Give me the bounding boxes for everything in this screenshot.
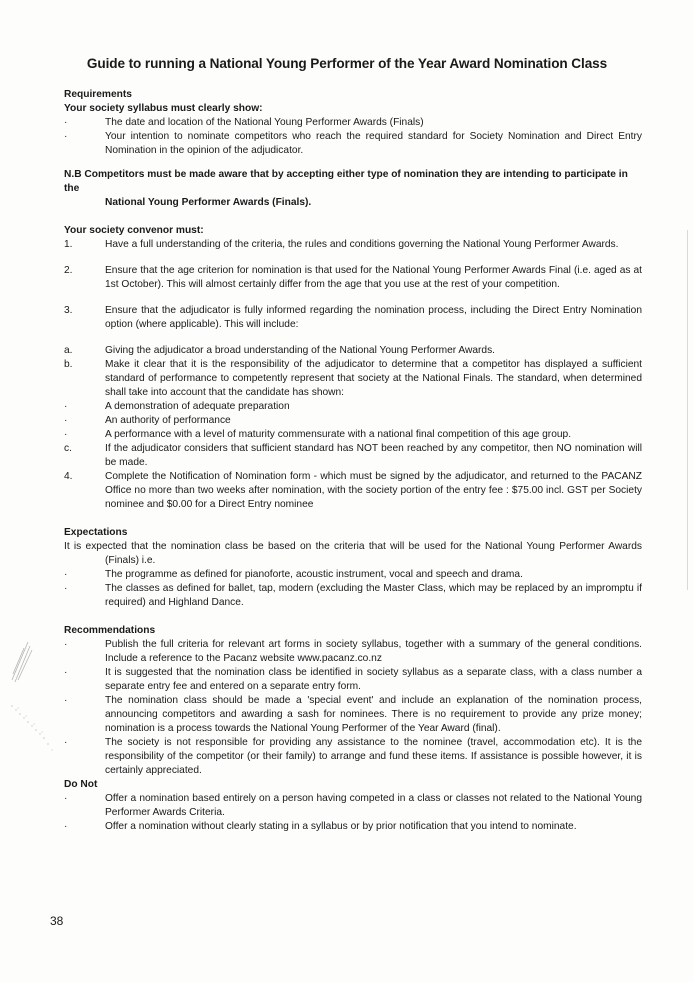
scan-speckle-icon [6,700,66,770]
list-item [64,470,642,512]
expectations-heading: Expectations [64,527,128,538]
item-text: If the adjudicator considers that sufficient standard has NOT been reached by any competitor, then NO nomination will be made. [105,443,642,468]
list-item [64,358,642,400]
list-item [64,638,642,666]
list-item [64,130,642,158]
item-text: A demonstration of adequate preparation [105,401,290,412]
nb-line-1: N.B Competitors must be made aware that by accepting either type of nomination they are intending to participate in the [64,169,628,194]
document-body [64,88,642,834]
requirement-text: Your intention to nominate competitors who reach the required standard for Society Nomination and Direct Entry Nomination in the opinion of the adjudicator. [105,131,642,156]
bullet-marker: · [64,793,68,804]
requirements-subheading: Your society syllabus must clearly show: [64,103,263,114]
list-item [64,694,642,736]
bullet-marker: · [64,821,68,832]
item-text: The programme as defined for pianoforte, acoustic instrument, vocal and speech and drama. [105,569,523,580]
list-item [64,792,642,820]
list-item [64,344,642,358]
list-item [64,400,642,414]
list-item [64,820,642,834]
item-letter: c. [64,443,72,454]
item-text: Giving the adjudicator a broad understanding of the National Young Performer Awards. [105,345,496,356]
item-text: The classes as defined for ballet, tap, modern (excluding the Master Class, which may be replaced by an impromptu if required) and Highland Dance. [105,583,642,608]
list-item [64,414,642,428]
list-item [64,264,642,292]
list-item [64,582,642,610]
item-text: Complete the Notification of Nomination form - which must be signed by the adjudicator, and returned to the PACANZ Office no more than two weeks after nomination, with the society portion of the entry fee : $75.00 incl. GST per Society nominee and $0.00 for a Direct Entry nominee [105,471,642,510]
item-text: The society is not responsible for providing any assistance to the nominee (travel, accommodation etc). It is the responsibility of the competitor (or their family) to arrange and fund these items. If assistance is possible however, it is certainly appreciated. [105,737,642,776]
bullet-marker: · [64,695,68,706]
list-item [64,238,642,252]
bullet-marker: · [64,583,68,594]
nb-line-2: National Young Performer Awards (Finals). [105,197,312,208]
item-text: Offer a nomination based entirely on a person having competed in a class or classes not related to the National Young Performer Awards Criteria. [105,793,642,818]
item-text: Ensure that the adjudicator is fully informed regarding the nomination process, including the Direct Entry Nomination option (where applicable). This will include: [105,305,642,330]
bullet-marker: · [64,131,68,142]
scan-speckle-icon [8,630,36,690]
list-item [64,304,642,332]
do-not-heading: Do Not [64,779,98,790]
list-item [64,568,642,582]
item-text: A performance with a level of maturity commensurate with a national final competition of this age group. [105,429,572,440]
item-text: Make it clear that it is the responsibility of the adjudicator to determine that a competitor has displayed a sufficient standard of performance to competently represent that society at the National Finals. The standard, when determined shall take into account that the candidate has shown: [105,359,642,398]
item-letter: b. [64,359,73,370]
bullet-marker: · [64,569,68,580]
bullet-marker: · [64,401,68,412]
item-text: The nomination class should be made a 'special event' and include an explanation of the nomination process, announcing competitors and awarding a sash for nominees. There is no requirement to provide any prize money; nomination is a process towards the National Young Performer of the Year Award (final). [105,695,642,734]
list-item [64,442,642,470]
page-title: Guide to running a National Young Performer of the Year Award Nomination Class [86,56,608,71]
item-text: Ensure that the age criterion for nomination is that used for the National Young Performer Awards Final (i.e. aged as at 1st October). This will almost certainly differ from the age that you use at the rest of your competition. [105,265,642,290]
bullet-marker: · [64,737,68,748]
page-number: 38 [50,914,64,928]
item-number: 3. [64,305,73,316]
bullet-marker: · [64,429,68,440]
bullet-marker: · [64,117,68,128]
item-letter: a. [64,345,73,356]
item-number: 2. [64,265,73,276]
item-text: Publish the full criteria for relevant art forms in society syllabus, together with a summary of the general conditions. Include a reference to the Pacanz website www.pacanz.co.nz [105,639,642,664]
convenor-heading: Your society convenor must: [64,225,204,236]
recommendations-heading: Recommendations [64,625,156,636]
nb-notice [64,168,642,210]
bullet-marker: · [64,667,68,678]
item-text: Have a full understanding of the criteria, the rules and conditions governing the National Young Performer Awards. [105,239,619,250]
requirements-heading: Requirements [64,89,132,100]
list-item [64,736,642,778]
scan-edge-line [687,230,688,590]
list-item [64,666,642,694]
expectations-intro: It is expected that the nomination class be based on the criteria that will be used for the National Young Performer Awards (Finals) i.e. [64,541,642,566]
bullet-marker: · [64,415,68,426]
list-item [64,116,642,130]
list-item [64,428,642,442]
item-text: Offer a nomination without clearly stating in a syllabus or by prior notification that you intend to nominate. [105,821,577,832]
item-number: 1. [64,239,73,250]
item-text: It is suggested that the nomination class be identified in society syllabus as a separate class, with a class number a separate entry fee and entered on a separate entry form. [105,667,642,692]
item-number: 4. [64,471,73,482]
bullet-marker: · [64,639,68,650]
item-text: An authority of performance [105,415,231,426]
requirement-text: The date and location of the National Young Performer Awards (Finals) [105,117,424,128]
